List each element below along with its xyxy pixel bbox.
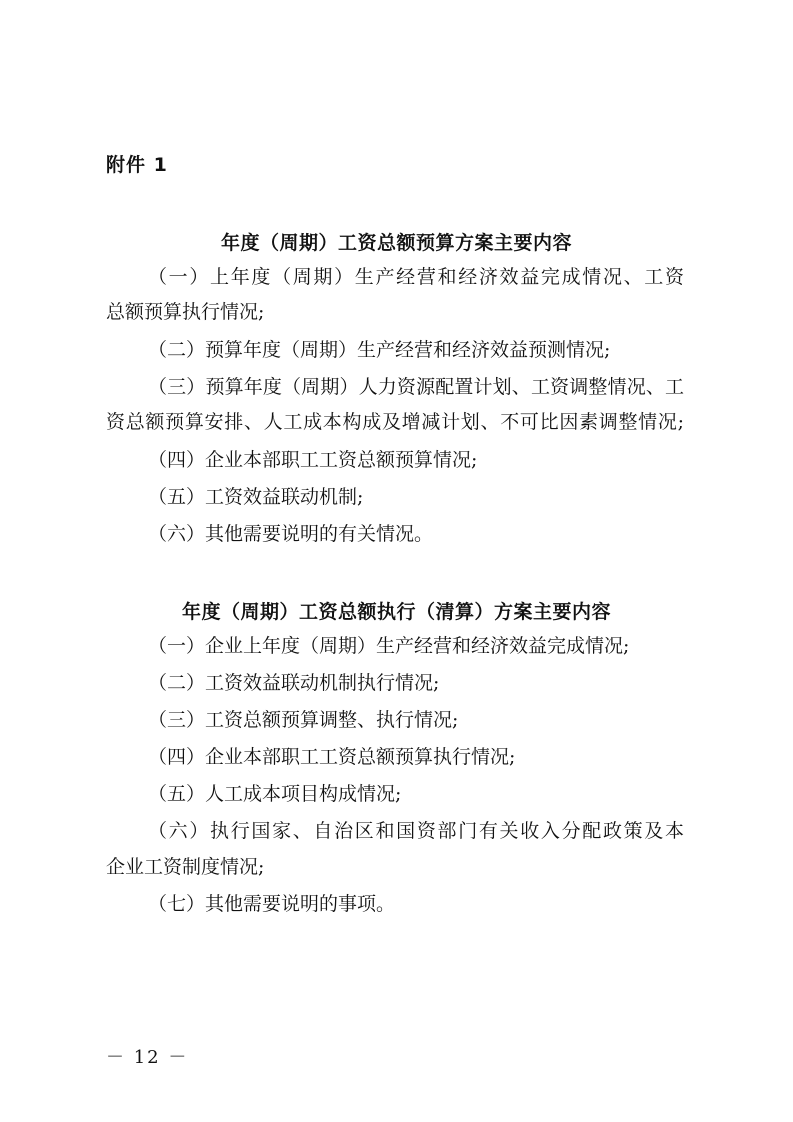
section1-item-6: （六）其他需要说明的有关情况。 — [148, 523, 434, 545]
section2-item-6-line-1: （六）执行国家、自治区和国资部门有关收入分配政策及本 — [148, 820, 684, 842]
section2-item-3: （三）工资总额预算调整、执行情况; — [148, 709, 459, 731]
section1-item-3-line-2: 资总额预算安排、人工成本构成及增减计划、不可比因素调整情况; — [106, 411, 684, 433]
section1-item-1-line-2: 总额预算执行情况; — [106, 301, 265, 323]
section1-item-4: （四）企业本部职工工资总额预算情况; — [148, 449, 478, 471]
section1-item-5: （五）工资效益联动机制; — [148, 486, 364, 508]
section2-item-4: （四）企业本部职工工资总额预算执行情况; — [148, 746, 516, 768]
section1-item-2: （二）预算年度（周期）生产经营和经济效益预测情况; — [148, 339, 611, 361]
section1-title: 年度（周期）工资总额预算方案主要内容 — [220, 232, 572, 254]
section2-title: 年度（周期）工资总额执行（清算）方案主要内容 — [181, 601, 611, 623]
attachment-label: 附件 1 — [106, 154, 168, 176]
section2-item-5: （五）人工成本项目构成情况; — [148, 783, 402, 805]
section1-item-3-line-1: （三）预算年度（周期）人力资源配置计划、工资调整情况、工 — [148, 376, 684, 398]
section2-item-2: （二）工资效益联动机制执行情况; — [148, 672, 440, 694]
section2-item-1: （一）企业上年度（周期）生产经营和经济效益完成情况; — [148, 635, 630, 657]
section2-item-6-line-2: 企业工资制度情况; — [106, 856, 265, 878]
section1-item-1-line-1: （一）上年度（周期）生产经营和经济效益完成情况、工资 — [148, 266, 684, 288]
section2-item-7: （七）其他需要说明的事项。 — [148, 893, 396, 915]
page-number: － 12 － — [106, 1047, 189, 1068]
